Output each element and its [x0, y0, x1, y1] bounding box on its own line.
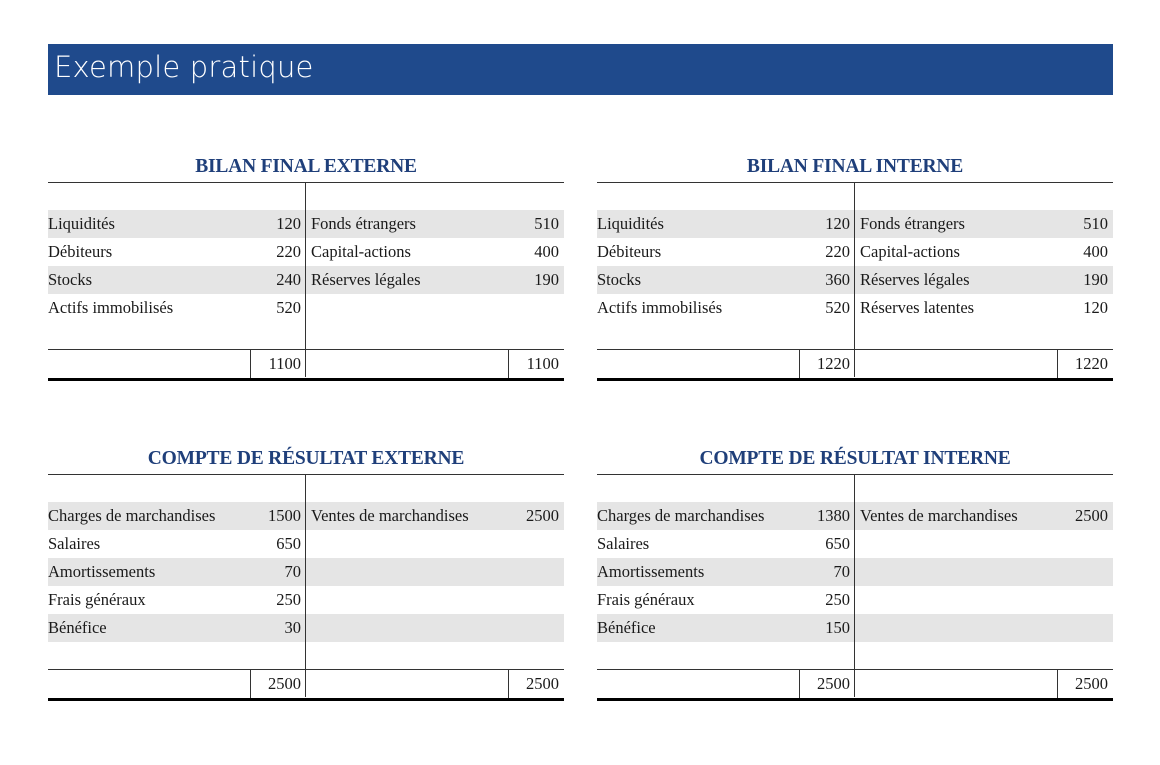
credit-side: [306, 266, 564, 294]
debit-label: Liquidités: [597, 214, 664, 233]
credit-side: [306, 614, 564, 642]
account-row: [48, 614, 564, 642]
header-banner: [48, 44, 1113, 95]
t-account-divider: [305, 475, 306, 697]
credit-value: 2500: [1075, 506, 1108, 525]
resultat-externe-title: COMPTE DE RÉSULTAT EXTERNE: [147, 448, 465, 469]
account-row: [597, 502, 1113, 530]
t-account: [597, 182, 1113, 381]
credit-side: [855, 530, 1113, 558]
debit-label: Liquidités: [48, 214, 115, 233]
t-account: [597, 474, 1113, 701]
debit-side: [48, 294, 306, 322]
bilan-interne: [597, 152, 1113, 381]
debit-value: 650: [825, 534, 850, 553]
bilan-interne-title: BILAN FINAL INTERNE: [746, 156, 964, 177]
credit-side: [855, 266, 1113, 294]
debit-label: Charges de marchandises: [48, 506, 216, 525]
debit-value: 30: [284, 618, 301, 637]
credit-side: [855, 238, 1113, 266]
account-row: [597, 238, 1113, 266]
debit-value: 250: [825, 590, 850, 609]
debit-label: Stocks: [597, 270, 642, 289]
credit-side: [855, 558, 1113, 586]
debit-value: 1380: [817, 506, 850, 525]
spacer-row: [48, 475, 564, 502]
credit-side: [306, 294, 564, 322]
spacer-row: [597, 183, 1113, 210]
credit-total: 2500: [526, 674, 559, 693]
debit-label: Amortissements: [48, 562, 156, 581]
debit-side: [48, 210, 306, 238]
double-underline: [48, 698, 564, 701]
credit-label: Ventes de marchandises: [311, 506, 469, 525]
account-row: [48, 558, 564, 586]
credit-side: [855, 210, 1113, 238]
account-row: [48, 586, 564, 614]
credit-total: 1220: [1075, 354, 1108, 373]
credit-value: 190: [1083, 270, 1108, 289]
debit-total: 2500: [268, 674, 301, 693]
t-account: [48, 182, 564, 381]
debit-total-cell: [597, 671, 855, 697]
debit-label: Salaires: [597, 534, 650, 553]
debit-value: 120: [276, 214, 301, 233]
debit-side: [597, 210, 855, 238]
debit-total: 2500: [817, 674, 850, 693]
credit-value: 120: [1083, 298, 1108, 317]
account-row: [48, 210, 564, 238]
debit-total: 1100: [268, 354, 301, 373]
credit-side: [306, 502, 564, 530]
credit-value: 190: [534, 270, 559, 289]
credit-side: [855, 294, 1113, 322]
credit-label: Réserves latentes: [860, 298, 975, 317]
credit-label: Réserves légales: [860, 270, 970, 289]
debit-value: 250: [276, 590, 301, 609]
debit-label: Actifs immobilisés: [597, 298, 723, 317]
total-divider: [799, 350, 800, 378]
credit-label: Capital-actions: [860, 242, 960, 261]
credit-label: Réserves légales: [311, 270, 421, 289]
debit-value: 360: [825, 270, 850, 289]
total-divider: [1057, 350, 1058, 378]
total-divider: [1057, 670, 1058, 698]
t-account-divider: [305, 183, 306, 377]
credit-side: [855, 502, 1113, 530]
account-row: [597, 614, 1113, 642]
debit-label: Amortissements: [597, 562, 705, 581]
credit-total-cell: [306, 671, 564, 697]
credit-side: [306, 586, 564, 614]
debit-total-cell: [48, 671, 306, 697]
debit-label: Bénéfice: [48, 618, 107, 637]
credit-total-cell: [306, 351, 564, 377]
total-row: [597, 669, 1113, 698]
credit-label: Capital-actions: [311, 242, 411, 261]
total-divider: [799, 670, 800, 698]
spacer-row: [597, 642, 1113, 669]
debit-side: [48, 238, 306, 266]
credit-value: 510: [534, 214, 559, 233]
credit-side: [306, 210, 564, 238]
debit-side: [48, 614, 306, 642]
debit-label: Frais généraux: [597, 590, 695, 609]
credit-side: [855, 614, 1113, 642]
credit-label: Ventes de marchandises: [860, 506, 1018, 525]
credit-value: 510: [1083, 214, 1108, 233]
credit-total-cell: [855, 351, 1113, 377]
spacer-row: [48, 183, 564, 210]
t-account-divider: [854, 475, 855, 697]
credit-value: 400: [1083, 242, 1108, 261]
debit-value: 1500: [268, 506, 301, 525]
debit-total-cell: [48, 351, 306, 377]
spacer-row: [597, 475, 1113, 502]
debit-value: 520: [276, 298, 301, 317]
credit-total: 1100: [526, 354, 559, 373]
spacer-row: [48, 322, 564, 349]
account-row: [48, 238, 564, 266]
debit-side: [597, 238, 855, 266]
spacer-row: [597, 322, 1113, 349]
debit-value: 220: [825, 242, 850, 261]
debit-value: 220: [276, 242, 301, 261]
resultat-interne-title: COMPTE DE RÉSULTAT INTERNE: [699, 448, 1011, 469]
bilan-externe-title: BILAN FINAL EXTERNE: [195, 156, 417, 177]
debit-side: [597, 586, 855, 614]
debit-side: [48, 586, 306, 614]
account-row: [597, 210, 1113, 238]
debit-side: [48, 530, 306, 558]
account-row: [597, 266, 1113, 294]
credit-label: Fonds étrangers: [860, 214, 965, 233]
debit-side: [597, 266, 855, 294]
account-row: [48, 530, 564, 558]
double-underline: [597, 698, 1113, 701]
t-account-divider: [854, 183, 855, 377]
total-row: [48, 349, 564, 378]
debit-value: 120: [825, 214, 850, 233]
debit-total-cell: [597, 351, 855, 377]
debit-side: [48, 266, 306, 294]
credit-value: 400: [534, 242, 559, 261]
debit-side: [48, 502, 306, 530]
credit-label: Fonds étrangers: [311, 214, 416, 233]
debit-value: 520: [825, 298, 850, 317]
debit-label: Frais généraux: [48, 590, 146, 609]
debit-label: Actifs immobilisés: [48, 298, 174, 317]
debit-label: Salaires: [48, 534, 101, 553]
resultat-interne: [597, 444, 1113, 701]
account-row: [48, 266, 564, 294]
total-row: [48, 669, 564, 698]
debit-value: 650: [276, 534, 301, 553]
credit-value: 2500: [526, 506, 559, 525]
account-row: [597, 294, 1113, 322]
debit-side: [597, 294, 855, 322]
resultat-externe: [48, 444, 564, 701]
total-divider: [250, 350, 251, 378]
account-row: [597, 530, 1113, 558]
debit-value: 70: [833, 562, 850, 581]
credit-total-cell: [855, 671, 1113, 697]
debit-label: Bénéfice: [597, 618, 656, 637]
page-title: Exemple pratique: [54, 50, 314, 84]
debit-value: 70: [284, 562, 301, 581]
credit-side: [855, 586, 1113, 614]
total-divider: [250, 670, 251, 698]
account-row: [48, 294, 564, 322]
credit-side: [306, 238, 564, 266]
total-divider: [508, 670, 509, 698]
double-underline: [48, 378, 564, 381]
total-row: [597, 349, 1113, 378]
debit-side: [48, 558, 306, 586]
account-row: [597, 558, 1113, 586]
debit-label: Charges de marchandises: [597, 506, 765, 525]
debit-total: 1220: [817, 354, 850, 373]
debit-label: Débiteurs: [597, 242, 662, 261]
bilan-externe: [48, 152, 564, 381]
t-account: [48, 474, 564, 701]
debit-label: Stocks: [48, 270, 93, 289]
total-divider: [508, 350, 509, 378]
debit-side: [597, 614, 855, 642]
debit-side: [597, 558, 855, 586]
credit-total: 2500: [1075, 674, 1108, 693]
spacer-row: [48, 642, 564, 669]
credit-side: [306, 530, 564, 558]
debit-value: 240: [276, 270, 301, 289]
debit-value: 150: [825, 618, 850, 637]
account-row: [597, 586, 1113, 614]
debit-label: Débiteurs: [48, 242, 113, 261]
debit-side: [597, 502, 855, 530]
account-row: [48, 502, 564, 530]
credit-side: [306, 558, 564, 586]
debit-side: [597, 530, 855, 558]
double-underline: [597, 378, 1113, 381]
